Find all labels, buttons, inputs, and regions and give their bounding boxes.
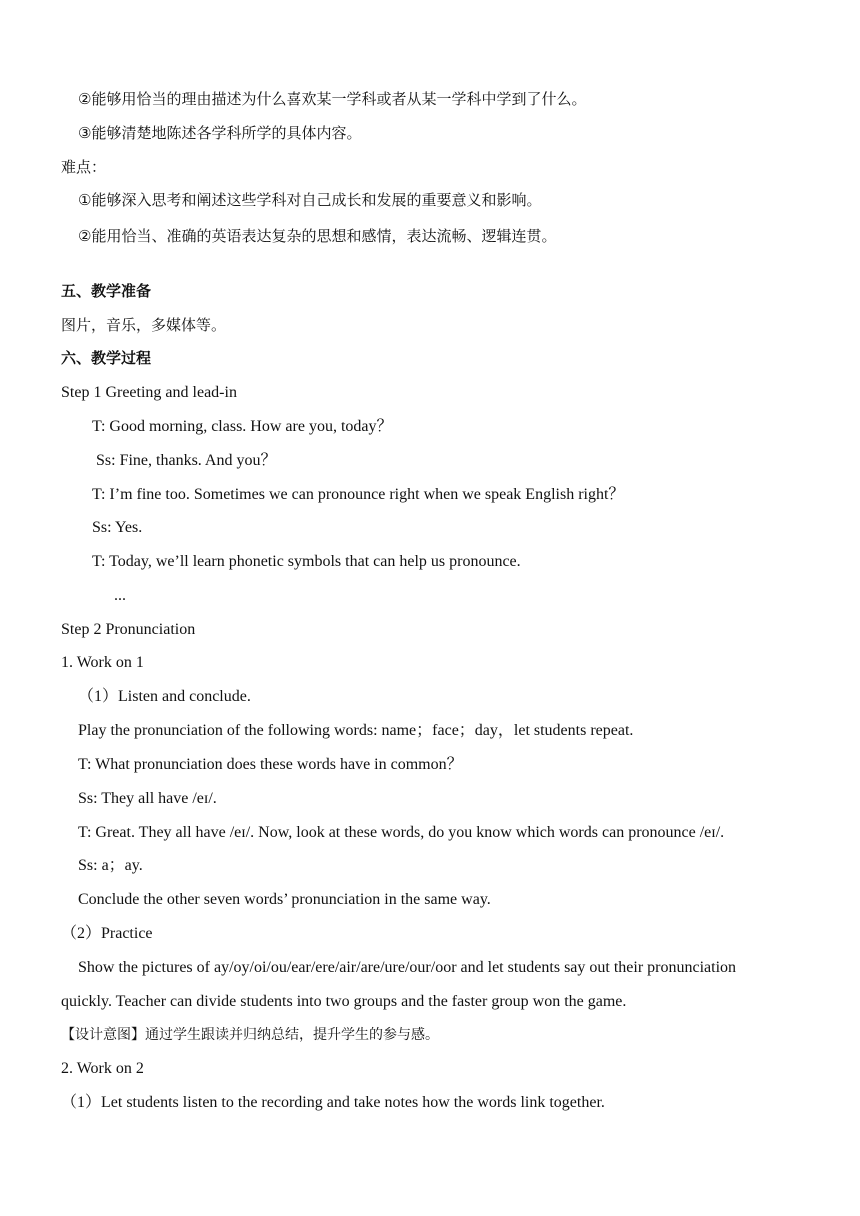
work-on-2-heading: 2. Work on 2 — [61, 1060, 144, 1077]
work-on-1-heading: 1. Work on 1 — [61, 654, 144, 671]
dialogue-line: T: What pronunciation does these words have in common？ — [78, 756, 463, 773]
difficulty-item-1: ①能够深入思考和阐述这些学科对自己成长和发展的重要意义和影响。 — [78, 191, 542, 209]
activity-subheading: （2）Practice — [61, 925, 153, 942]
body-text: Show the pictures of ay/oy/oi/ou/ear/ere/air/are/ure/our/oor and let students say out their pronunciation — [78, 959, 737, 976]
ellipsis: ... — [114, 587, 126, 604]
preparation-text: 图片，音乐，多媒体等。 — [61, 316, 227, 334]
objective-item-3: ③能够清楚地陈述各学科所学的具体内容。 — [78, 124, 362, 142]
design-intent-note: 【设计意图】通过学生跟读并归纳总结，提升学生的参与感。 — [61, 1027, 439, 1043]
step-1-heading: Step 1 Greeting and lead-in — [61, 384, 237, 401]
dialogue-line: T: Great. They all have /eɪ/. Now, look at these words, do you know which words can pronounce /eɪ/. — [78, 824, 725, 841]
dialogue-line: T: Today, we’ll learn phonetic symbols that can help us pronounce. — [92, 553, 521, 570]
difficulty-heading: 难点： — [61, 158, 107, 176]
dialogue-line: T: I’m fine too. Sometimes we can pronounce right when we speak English right？ — [92, 486, 625, 503]
dialogue-line: Ss: Yes. — [92, 519, 143, 536]
objective-item-2: ②能够用恰当的理由描述为什么喜欢某一学科或者从某一学科中学到了什么。 — [78, 90, 587, 108]
dialogue-line: Ss: Fine, thanks. And you？ — [96, 452, 277, 469]
section-heading-preparation: 五、教学准备 — [61, 282, 152, 300]
dialogue-line: Ss: They all have /eɪ/. — [78, 790, 217, 807]
difficulty-item-2: ②能用恰当、准确的英语表达复杂的思想和感情，表达流畅、逻辑连贯。 — [78, 227, 557, 245]
body-text: Conclude the other seven words’ pronunciation in the same way. — [78, 891, 491, 908]
step-2-heading: Step 2 Pronunciation — [61, 621, 196, 638]
body-text: Play the pronunciation of the following words: name；face；day，let students repeat. — [78, 722, 634, 739]
activity-subheading: （1）Let students listen to the recording and take notes how the words link together. — [61, 1094, 605, 1111]
dialogue-line: T: Good morning, class. How are you, today？ — [92, 418, 393, 435]
activity-subheading: （1）Listen and conclude. — [78, 688, 251, 705]
section-heading-process: 六、教学过程 — [61, 349, 152, 367]
body-text: quickly. Teacher can divide students into two groups and the faster group won the game. — [61, 993, 627, 1010]
dialogue-line: Ss: a；ay. — [78, 857, 143, 874]
